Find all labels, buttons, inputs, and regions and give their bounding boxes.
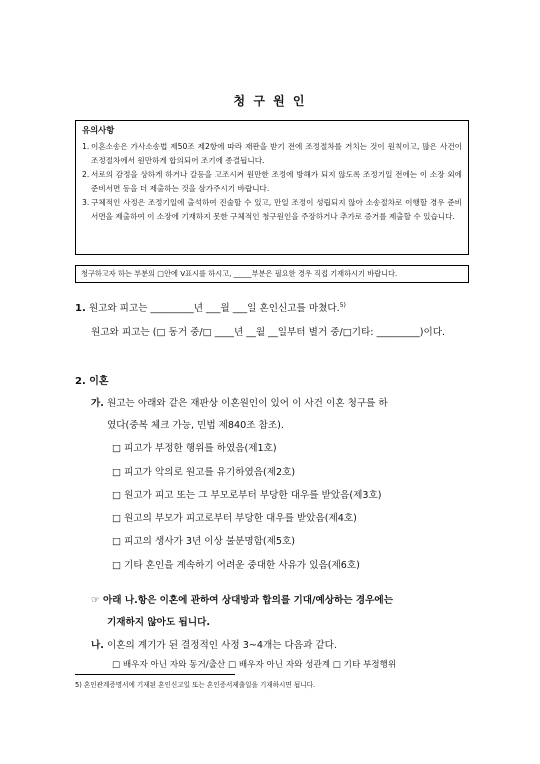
notice-item bbox=[82, 140, 462, 167]
na-line bbox=[91, 637, 337, 651]
notice-item-number: 2. bbox=[82, 170, 90, 180]
ga-line1 bbox=[91, 395, 388, 409]
section1-line1 bbox=[75, 300, 346, 314]
marriage-report-statement: 원고와 피고는 _________년 ___월 ___일 혼인신고를 마쳤다. bbox=[88, 303, 340, 314]
na-text: 이혼의 계기가 된 결정적인 사정 3~4개는 다음과 같다. bbox=[106, 640, 337, 651]
notice-item bbox=[82, 168, 462, 195]
notice-item-text: 서로의 감정을 상하게 하거나 갈등을 고조시켜 원만한 조정에 방해가 되지 않도록 조정기일 전에는 이 소장 외에 준비서면 등을 더 제출하는 것을 삼가주시기 바랍니다. bbox=[91, 170, 462, 193]
divorce-reason-checkbox[interactable]: □ 피고의 생사가 3년 이상 불분명함(제5호) bbox=[112, 536, 296, 547]
divorce-reason-checkbox[interactable]: □ 원고가 피고 또는 그 부모로부터 부당한 대우를 받았음(제3호) bbox=[112, 490, 382, 501]
footnote-marker: 5) bbox=[339, 301, 346, 309]
ga-label: 가. bbox=[91, 398, 104, 409]
footnote-text: 5) 혼인관계증명서에 기재된 혼인신고일 또는 혼인증서제출일을 기재하시면 됩니다. bbox=[75, 681, 316, 689]
page-title: 청 구 원 인 bbox=[233, 94, 307, 108]
cohabitation-status-statement: 원고와 피고는 (□ 동거 중/□ ____년 __월 __일부터 별거 중/□기타: _________)이다. bbox=[91, 327, 446, 338]
notice-item-number: 1. bbox=[82, 142, 90, 151]
divorce-reason-checkbox[interactable]: □ 기타 혼인을 계속하기 어려운 중대한 사유가 있음(제6호) bbox=[112, 560, 360, 571]
notice-item-text: 이혼소송은 가사소송법 제50조 제2항에 따라 재판을 받기 전에 조정절차를 거치는 것이 원칙이고, 많은 사건이 조정절차에서 원만하게 합의되어 조기에 종결됩니다. bbox=[91, 142, 462, 165]
ga-text-line1: 원고는 아래와 같은 재판상 이혼원인이 있어 이 사건 이혼 청구를 하 bbox=[106, 398, 388, 409]
notice-item bbox=[82, 196, 462, 223]
notice-box bbox=[75, 120, 469, 255]
ga-text-line2: 였다(중복 체크 가능, 민법 제840조 참조). bbox=[107, 420, 284, 431]
notice-item-text: 구체적인 사정은 조정기일에 출석하여 진술할 수 있고, 만일 조정이 성립되지 않아 소송절차로 이행할 경우 준비서면을 제출하여 이 소장에 기재하지 못한 구체적인 청구원인을 주장하거나 추가로 증거를 제출할 수 있습니다. bbox=[91, 198, 462, 221]
section1-heading: 1. bbox=[75, 303, 86, 314]
notice-heading: 유의사항 bbox=[82, 125, 115, 135]
instruction-box: 청구하고자 하는 부분의 □안에 V표시를 하시고, _____부분은 필요한 경우 직접 기재하시기 바랍니다. bbox=[75, 265, 469, 283]
footnote-divider bbox=[75, 674, 235, 675]
divorce-reason-checkbox[interactable]: □ 원고의 부모가 피고로부터 부당한 대우를 받았음(제4호) bbox=[112, 513, 357, 524]
divorce-reason-checkbox[interactable]: □ 피고가 부정한 행위를 하였음(제1호) bbox=[112, 443, 277, 454]
na-options-checkboxes[interactable]: □ 배우자 아닌 자와 동거/출산 □ 배우자 아닌 자와 성관계 □ 기타 부정행위 bbox=[112, 660, 397, 670]
na-guidance-note-line1: ☞ 아래 나.항은 이혼에 관하여 상대방과 합의를 기대/예상하는 경우에는 bbox=[91, 595, 393, 606]
notice-item-number: 3. bbox=[82, 198, 90, 208]
na-label: 나. bbox=[91, 640, 104, 651]
divorce-reason-checkbox[interactable]: □ 피고가 악의로 원고를 유기하였음(제2호) bbox=[112, 467, 296, 478]
na-guidance-note-line2: 기재하지 않아도 됩니다. bbox=[107, 617, 210, 628]
section2-heading: 2. 이혼 bbox=[75, 376, 109, 387]
